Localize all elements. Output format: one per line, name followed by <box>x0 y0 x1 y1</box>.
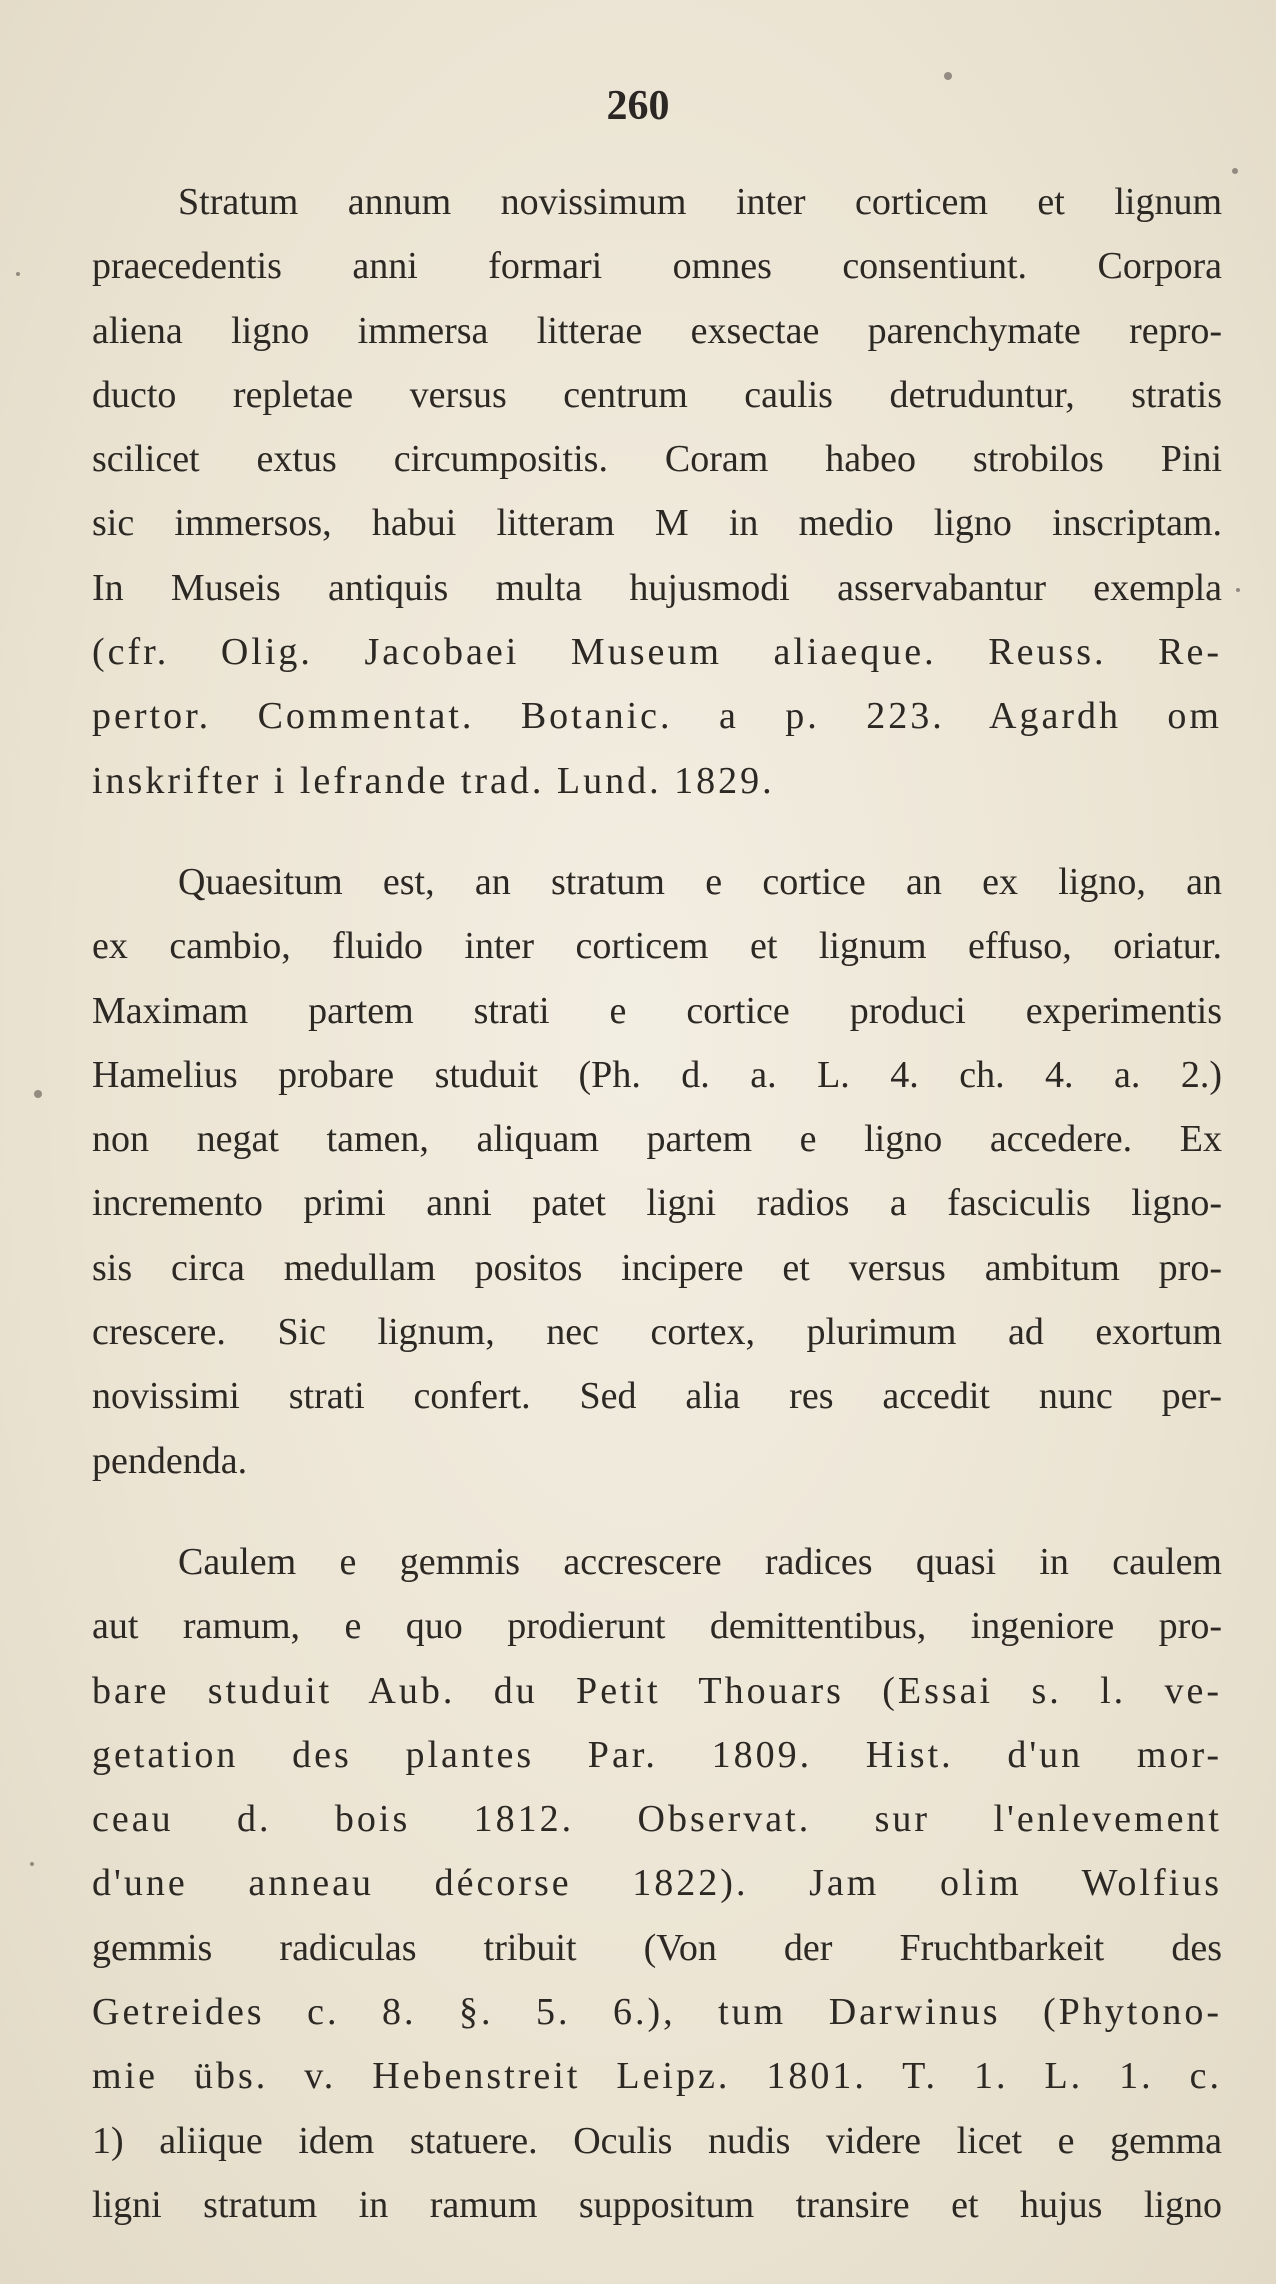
text-line: ceau d. bois 1812. Observat. sur l'enlevement <box>92 1798 1222 1841</box>
text-line: Stratum annum novissimum inter corticem et lignum <box>178 181 1222 223</box>
text-line: Quaesitum est, an stratum e cortice an ex ligno, an <box>178 860 1222 903</box>
text-line: 1) aliique idem statuere. Oculis nudis videre licet e gemma <box>92 2119 1222 2162</box>
text-line: ducto repletae versus centrum caulis detruduntur, stratis <box>92 373 1222 416</box>
text-line: Hamelius probare studuit (Ph. d. a. L. 4. ch. 4. a. 2.) <box>92 1053 1222 1096</box>
page-number: 260 <box>606 83 670 129</box>
paragraph-1 <box>92 170 1222 813</box>
paper-speck <box>34 1090 42 1098</box>
text-line: pertor. Commentat. Botanic. a p. 223. Agardh om <box>92 695 1222 738</box>
text-line: scilicet extus circumpositis. Coram habeo strobilos Pini <box>92 438 1222 481</box>
text-line: ligni stratum in ramum suppositum transire et hujus ligno <box>92 2183 1222 2226</box>
text-line: Getreides c. 8. §. 5. 6.), tum Darwinus (Phytono- <box>92 1991 1222 2034</box>
text-line: praecedentis anni formari omnes consentiunt. Corpora <box>92 245 1222 288</box>
text-line: mie übs. v. Hebenstreit Leipz. 1801. T. 1. L. 1. c. <box>92 2055 1222 2098</box>
paper-speck <box>1236 588 1240 592</box>
text-line: aut ramum, e quo prodierunt demittentibus, ingeniore pro- <box>92 1605 1222 1648</box>
text-line: sis circa medullam positos incipere et versus ambitum pro- <box>92 1246 1222 1289</box>
text-line: gemmis radiculas tribuit (Von der Fruchtbarkeit des <box>92 1926 1222 1969</box>
text-line: d'une anneau décorse 1822). Jam olim Wolfius <box>92 1862 1222 1905</box>
paragraph-2 <box>92 850 1222 1493</box>
paper-speck <box>1232 168 1238 174</box>
paper-speck <box>16 272 20 276</box>
text-line: In Museis antiquis multa hujusmodi asservabantur exempla <box>92 566 1222 609</box>
text-line: inskrifter i lefrande trad. Lund. 1829. <box>92 759 775 802</box>
text-line: pendenda. <box>92 1439 248 1482</box>
text-line: getation des plantes Par. 1809. Hist. d'un mor- <box>92 1733 1222 1776</box>
text-line: incremento primi anni patet ligni radios a fasciculis ligno- <box>92 1182 1222 1225</box>
text-line: Maximam partem strati e cortice produci experimentis <box>92 989 1222 1032</box>
text-line: aliena ligno immersa litterae exsectae parenchymate repro- <box>92 309 1222 352</box>
text-line: bare studuit Aub. du Petit Thouars (Essai s. l. ve- <box>92 1669 1222 1712</box>
text-line: non negat tamen, aliquam partem e ligno accedere. Ex <box>92 1118 1222 1161</box>
paper-speck <box>30 1862 34 1866</box>
text-line: sic immersos, habui litteram M in medio ligno inscriptam. <box>92 502 1222 545</box>
paragraph-3 <box>92 1530 1222 2237</box>
body-text <box>92 170 1222 2237</box>
text-line: ex cambio, fluido inter corticem et lignum effuso, oriatur. <box>92 925 1222 968</box>
text-line: (cfr. Olig. Jacobaei Museum aliaeque. Reuss. Re- <box>92 631 1222 674</box>
text-line: Caulem e gemmis accrescere radices quasi in caulem <box>178 1540 1222 1583</box>
text-line: novissimi strati confert. Sed alia res accedit nunc per- <box>92 1375 1222 1418</box>
text-line: crescere. Sic lignum, nec cortex, plurimum ad exortum <box>92 1311 1222 1354</box>
paper-speck <box>944 72 952 80</box>
